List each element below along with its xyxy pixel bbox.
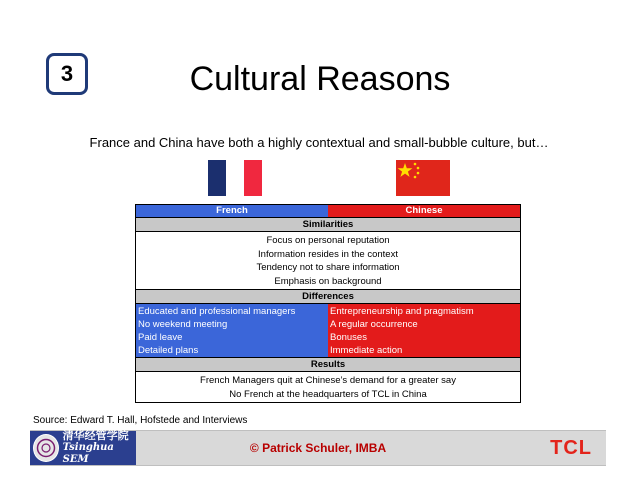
list-item: No French at the headquarters of TCL in China [229, 388, 427, 400]
source-note: Source: Edward T. Hall, Hofstede and Interviews [33, 415, 248, 426]
footer-bar [30, 430, 606, 466]
list-item: No weekend meeting [138, 319, 228, 330]
china-flag [396, 160, 450, 196]
differences-french [136, 304, 328, 357]
slide-title: Cultural Reasons [189, 60, 451, 98]
list-item: French Managers quit at Chinese’s demand for a greater say [200, 375, 456, 386]
logo-chinese-text: 清华经管学院 [62, 429, 129, 442]
list-item: Entrepreneurship and pragmatism [330, 306, 474, 317]
list-item: Detailed plans [138, 345, 199, 356]
list-item: Immediate action [330, 345, 403, 356]
list-item: Bonuses [330, 332, 367, 343]
header-chinese: Chinese [328, 205, 520, 217]
header-french: French [136, 205, 328, 217]
differences-chinese [328, 304, 520, 357]
results-header: Results [136, 357, 520, 372]
list-item: Information resides in the context [258, 248, 398, 260]
slide-number-badge: 3 [46, 53, 88, 95]
list-item: Emphasis on background [274, 275, 382, 287]
results-list [136, 372, 520, 402]
tcl-logo: TCL [550, 437, 592, 459]
list-item: Tendency not to share information [256, 262, 400, 273]
similarities-header: Similarities [136, 217, 520, 232]
comparison-table [135, 204, 521, 403]
logo-english-text: Tsinghua SEM [62, 442, 114, 465]
france-flag [208, 160, 262, 196]
list-item: Educated and professional managers [138, 306, 296, 317]
list-item: Paid leave [138, 332, 183, 343]
slide-subtitle: France and China have both a highly contextual and small-bubble culture, but… [89, 135, 549, 150]
differences-header: Differences [136, 289, 520, 304]
table-header-row [136, 205, 520, 217]
list-item: Focus on personal reputation [266, 235, 390, 246]
similarities-list [136, 232, 520, 289]
differences-row [136, 304, 520, 357]
copyright-text: © Patrick Schuler, IMBA [249, 441, 387, 455]
list-item: A regular occurrence [330, 319, 418, 330]
